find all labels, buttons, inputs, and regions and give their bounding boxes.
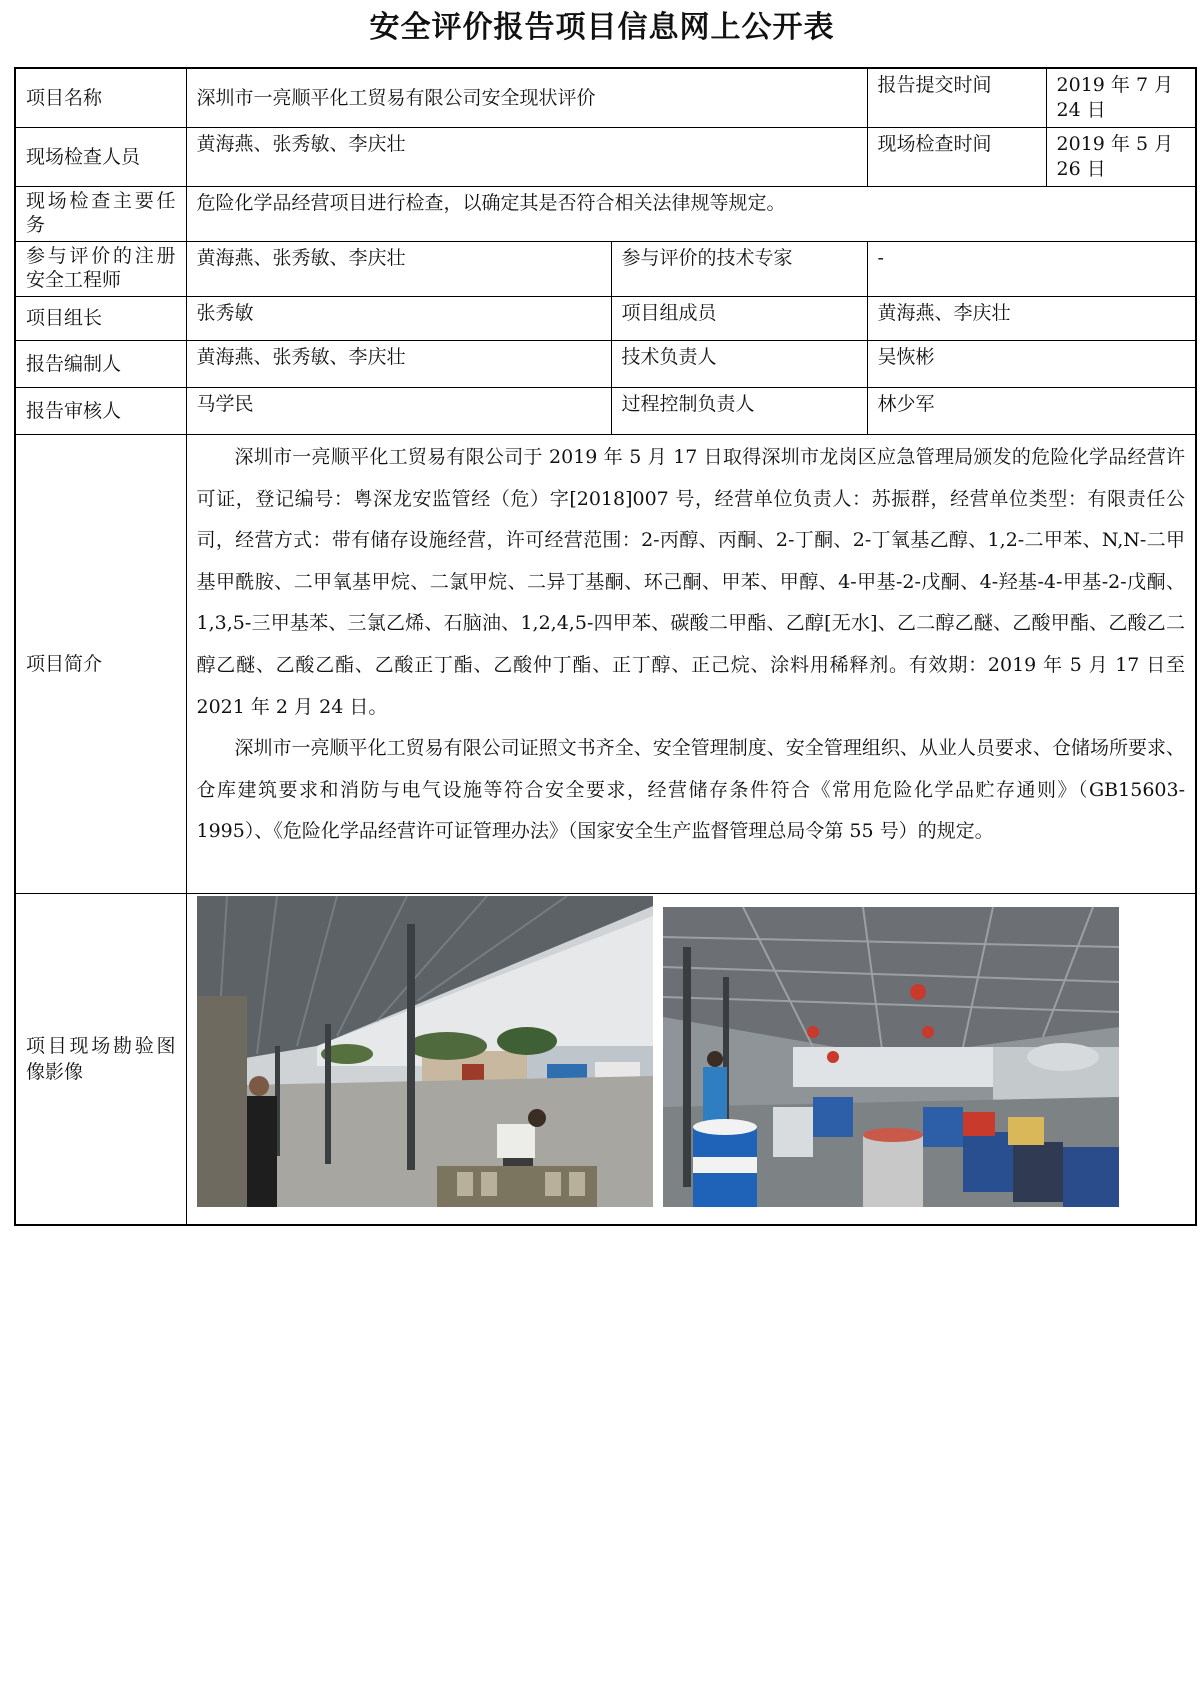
info-table: [14, 67, 1197, 1226]
engineers-value: 黄海燕、张秀敏、李庆壮: [186, 242, 611, 297]
project-name-label: 项目名称: [15, 68, 186, 128]
experts-label: 参与评价的技术专家: [611, 242, 867, 297]
experts-value: -: [867, 242, 1196, 297]
reviewer-label: 报告审核人: [15, 388, 186, 435]
inspectors-value: 黄海燕、张秀敏、李庆壮: [186, 128, 867, 187]
photos-cell: [186, 894, 1196, 1226]
site-photo-warehouse-image: [663, 907, 1119, 1207]
submit-time-label: 报告提交时间: [867, 68, 1046, 128]
site-photo-warehouse: [663, 907, 1119, 1207]
intro-content: [186, 435, 1196, 894]
tech-head-value: 吴恢彬: [867, 341, 1196, 388]
compiler-value: 黄海燕、张秀敏、李庆壮: [186, 341, 611, 388]
inspect-time-value: 2019 年 5 月 26 日: [1046, 128, 1196, 187]
members-value: 黄海燕、李庆壮: [867, 297, 1196, 341]
submit-time-value: 2019 年 7 月 24 日: [1046, 68, 1196, 128]
intro-label: 项目简介: [15, 435, 186, 894]
inspectors-label: 现场检查人员: [15, 128, 186, 187]
members-label: 项目组成员: [611, 297, 867, 341]
intro-paragraph-2: 深圳市一亮顺平化工贸易有限公司证照文书齐全、安全管理制度、安全管理组织、从业人员要求、仓储场所要求、仓库建筑要求和消防与电气设施等符合安全要求，经营储存条件符合《常用危险化学品贮存通则》（GB15603-1995）、《危险化学品经营许可证管理办法》（国家安全生产监督管理总局令第 55 号）的规定。: [196, 737, 1186, 843]
inspect-task-label: 现场检查主要任务: [15, 187, 186, 242]
inspect-time-label: 现场检查时间: [867, 128, 1046, 187]
project-name-value: 深圳市一亮顺平化工贸易有限公司安全现状评价: [186, 68, 867, 128]
engineers-label: 参与评价的注册安全工程师: [15, 242, 186, 297]
process-head-value: 林少军: [867, 388, 1196, 435]
process-head-label: 过程控制负责人: [611, 388, 867, 435]
leader-value: 张秀敏: [186, 297, 611, 341]
intro-paragraph-1: 深圳市一亮顺平化工贸易有限公司于 2019 年 5 月 17 日取得深圳市龙岗区应急管理局颁发的危险化学品经营许可证，登记编号：粤深龙安监管经（危）字[2018]007 号，经营单位负责人：苏振群，经营单位类型：有限责任公司，经营方式：带有储存设施经营，许可经营范围：2-丙醇、丙酮、2-丁酮、2-丁氧基乙醇、1,2-二甲苯、N,N-二甲基甲酰胺、二甲氧基甲烷、二氯甲烷、二异丁基酮、环己酮、甲苯、甲醇、4-甲基-2-戊酮、4-羟基-4-甲基-2-戊酮、1,3,5-三甲基苯、三氯乙烯、石脑油、1,2,4,5-四甲苯、碳酸二甲酯、乙醇[无水]、乙二醇乙醚、乙酸甲酯、乙酸乙二醇乙醚、乙酸乙酯、乙酸正丁酯、乙酸仲丁酯、正丁醇、正己烷、涂料用稀释剂。有效期：2019 年 5 月 17 日至 2021 年 2 月 24 日。: [196, 446, 1186, 718]
site-photo-yard: [197, 896, 653, 1207]
compiler-label: 报告编制人: [15, 341, 186, 388]
reviewer-value: 马学民: [186, 388, 611, 435]
page-title: 安全评价报告项目信息网上公开表: [369, 10, 835, 45]
photos-label: 项目现场勘验图像影像: [15, 894, 186, 1226]
inspect-task-value: 危险化学品经营项目进行检查，以确定其是否符合相关法律规等规定。: [186, 187, 1196, 242]
leader-label: 项目组长: [15, 297, 186, 341]
site-photo-yard-image: [197, 896, 653, 1207]
tech-head-label: 技术负责人: [611, 341, 867, 388]
